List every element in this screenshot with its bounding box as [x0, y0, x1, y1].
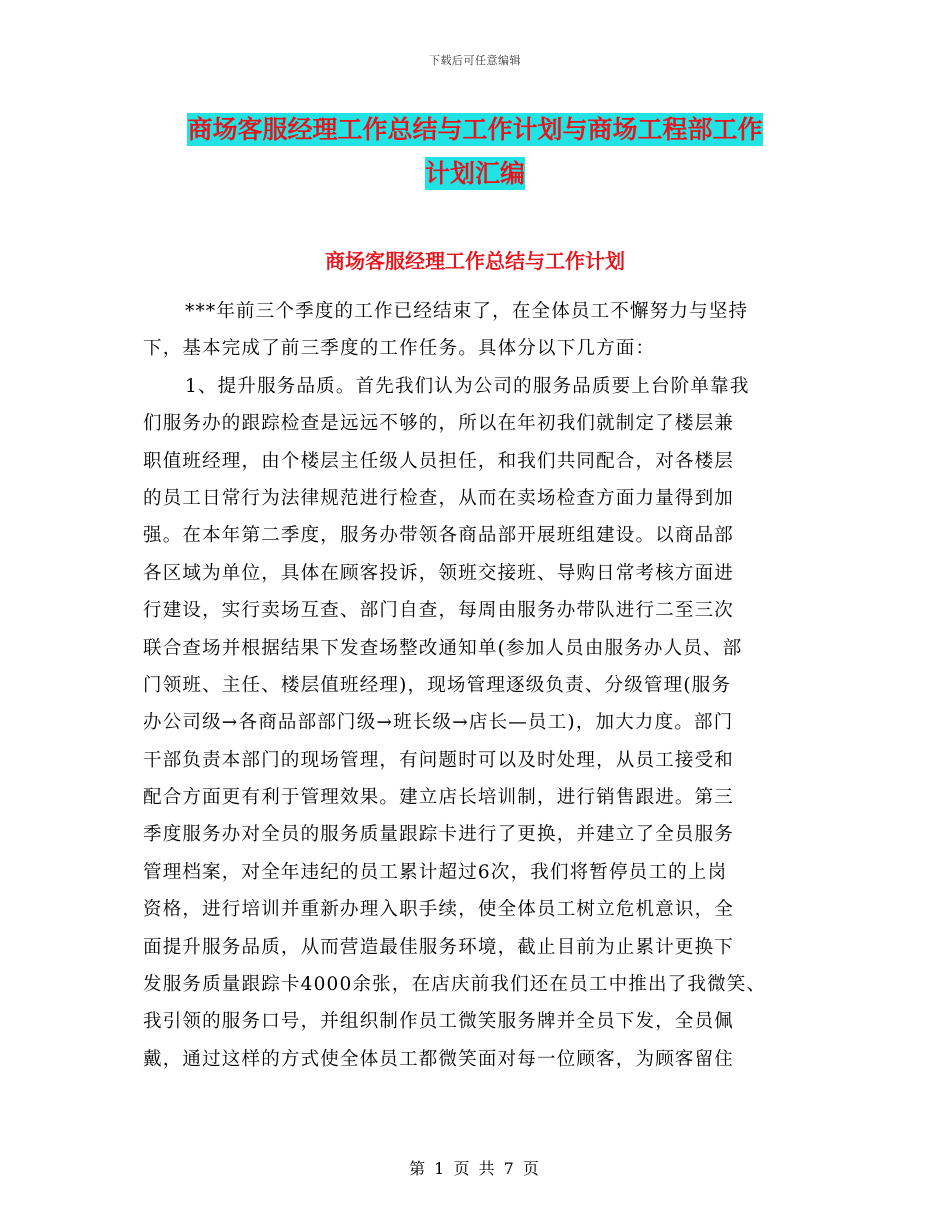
section-heading: 商场客服经理工作总结与工作计划	[325, 249, 625, 273]
body-line: 资格，进行培训并重新办理入职手续，使全体员工树立危机意识，全	[143, 899, 735, 921]
document-title-line-1	[0, 108, 950, 152]
body-line: 干部负责本部门的现场管理，有问题时可以及时处理，从员工接受和	[143, 749, 735, 771]
body-line: 我引领的服务口号，并组织制作员工微笑服务牌并全员下发，全员佩	[143, 1011, 735, 1033]
title-highlight-2: 计划汇编	[424, 159, 525, 188]
body-line: 发服务质量跟踪卡4000余张，在店庆前我们还在员工中推出了我微笑、	[143, 974, 767, 996]
body-line: 季度服务办对全员的服务质量跟踪卡进行了更换，并建立了全员服务	[143, 824, 735, 846]
body-line: 强。在本年第二季度，服务办带领各商品部开展班组建设。以商品部	[143, 525, 735, 547]
body-line: 下，基本完成了前三季度的工作任务。具体分以下几方面：	[143, 338, 656, 360]
body-line: 办公司级→各商品部部门级→班长级→店长—员工)，加大力度。部门	[143, 712, 734, 734]
body-line: 各区域为单位，具体在顾客投诉，领班交接班、导购日常考核方面进	[143, 562, 735, 584]
page-number: 第 1 页 共 7 页	[409, 1159, 541, 1178]
body-text	[143, 293, 815, 1078]
body-line: 配合方面更有利于管理效果。建立店长培训制，进行销售跟进。第三	[143, 787, 735, 809]
document-title	[0, 108, 950, 196]
body-line: ***年前三个季度的工作已经结束了，在全体员工不懈努力与坚持	[185, 301, 749, 322]
document-title-line-2	[0, 152, 950, 196]
body-line: 的员工日常行为法律规范进行检查，从而在卖场检查方面力量得到加	[143, 487, 735, 509]
body-line: 职值班经理，由个楼层主任级人员担任，和我们共同配合，对各楼层	[143, 450, 735, 472]
body-line: 门领班、主任、楼层值班经理)，现场管理逐级负责、分级管理(服务	[143, 674, 732, 696]
body-line: 行建设，实行卖场互查、部门自查，每周由服务办带队进行二至三次	[143, 600, 735, 622]
body-line: 联合查场并根据结果下发查场整改通知单(参加人员由服务办人员、部	[143, 637, 743, 659]
header-note: 下载后可任意编辑	[429, 54, 521, 67]
body-line: 们服务办的跟踪检查是远远不够的，所以在年初我们就制定了楼层兼	[143, 413, 735, 435]
body-line: 戴，通过这样的方式使全体员工都微笑面对每一位顾客，为顾客留住	[143, 1048, 735, 1070]
title-highlight-1: 商场客服经理工作总结与工作计划与商场工程部工作	[187, 115, 763, 144]
body-line: 1、提升服务品质。首先我们认为公司的服务品质要上台阶单靠我	[185, 375, 750, 397]
body-line: 管理档案，对全年违纪的员工累计超过6次，我们将暂停员工的上岗	[143, 861, 728, 883]
body-line: 面提升服务品质，从而营造最佳服务环境，截止目前为止累计更换下	[143, 936, 735, 958]
